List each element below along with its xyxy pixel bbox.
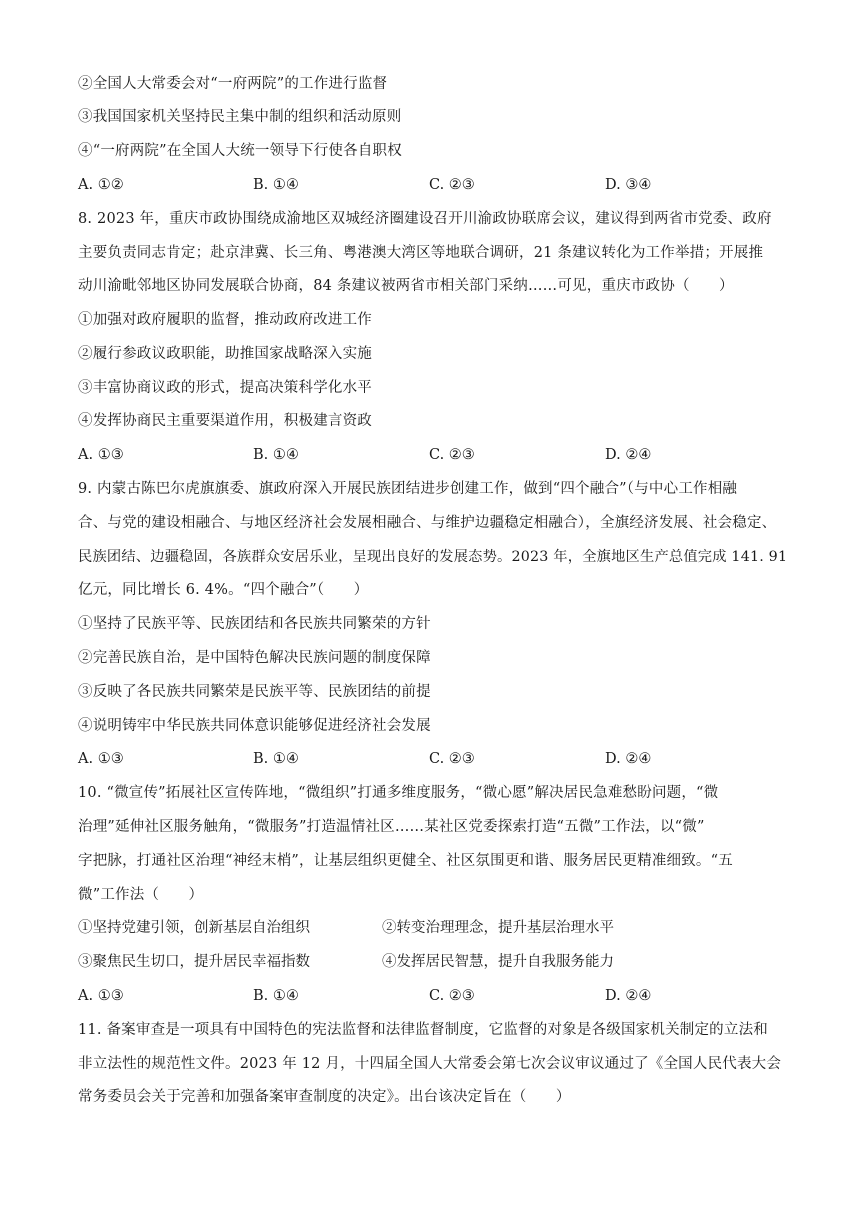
q7-option-d: D. ③④ (605, 177, 652, 193)
q7-option-b: B. ①④ (253, 177, 299, 193)
q10-option-b: B. ①④ (253, 988, 299, 1004)
q10-item-1: ①坚持党建引领，创新基层自治组织 (78, 920, 310, 936)
q8-option-d: D. ②④ (605, 447, 652, 463)
q10-stem-line-2: 治理”延伸社区服务触角，“微服务”打造温情社区……某社区党委探索打造“五微”工作法，以“微” (78, 819, 705, 835)
q9-stem-line-4: 亿元，同比增长 6. 4%。“四个融合”（ ） (78, 582, 369, 598)
q9-option-a: A. ①③ (78, 751, 124, 767)
q9-option-d: D. ②④ (605, 751, 652, 767)
q8-item-4: ④发挥协商民主重要渠道作用，积极建言资政 (78, 413, 372, 429)
q10-item-2: ②转变治理理念，提升基层治理水平 (382, 920, 614, 936)
q8-item-2: ②履行参政议政职能，助推国家战略深入实施 (78, 346, 372, 362)
q9-stem-line-3: 民族团结、边疆稳固，各族群众安居乐业，呈现出良好的发展态势。2023 年，全旗地区生产总值完成 141. 91 (78, 549, 788, 565)
q8-stem-line-2: 主要负责同志肯定；赴京津冀、长三角、粤港澳大湾区等地联合调研，21 条建议转化为工作举措；开展推 (78, 245, 764, 261)
q8-option-a: A. ①③ (78, 447, 124, 463)
q9-item-4: ④说明铸牢中华民族共同体意识能够促进经济社会发展 (78, 718, 431, 734)
q9-stem-line-2: 合、与党的建设相融合、与地区经济社会发展相融合、与维护边疆稳定相融合），全旗经济发展、社会稳定、 (78, 515, 777, 531)
q7-option-c: C. ②③ (429, 177, 475, 193)
q7-option-a: A. ①② (78, 177, 124, 193)
q9-option-b: B. ①④ (253, 751, 299, 767)
q9-item-2: ②完善民族自治，是中国特色解决民族问题的制度保障 (78, 650, 431, 666)
q10-option-c: C. ②③ (429, 988, 475, 1004)
q10-stem-line-3: 字把脉，打通社区治理“神经末梢”，让基层组织更健全、社区氛围更和谐、服务居民更精准细致。“五 (78, 853, 733, 869)
q11-stem-line-1: 11. 备案审查是一项具有中国特色的宪法监督和法律监督制度，它监督的对象是各级国家机关制定的立法和 (78, 1022, 768, 1038)
q10-item-3: ③聚焦民生切口，提升居民幸福指数 (78, 954, 310, 970)
q7-item-4: ④“一府两院”在全国人大统一领导下行使各自职权 (78, 143, 402, 159)
q9-item-1: ①坚持了民族平等、民族团结和各民族共同繁荣的方针 (78, 616, 431, 632)
q8-stem-line-3: 动川渝毗邻地区协同发展联合协商，84 条建议被两省市相关部门采纳……可见，重庆市政协（ ） (78, 278, 734, 294)
q10-stem-line-1: 10. “微宣传”拓展社区宣传阵地，“微组织”打通多维度服务，“微心愿”解决居民急难愁盼问题，“微 (78, 785, 719, 801)
q9-item-3: ③反映了各民族共同繁荣是民族平等、民族团结的前提 (78, 684, 431, 700)
q7-item-3: ③我国国家机关坚持民主集中制的组织和活动原则 (78, 109, 402, 125)
q10-item-4: ④发挥居民智慧，提升自我服务能力 (382, 954, 614, 970)
q10-option-d: D. ②④ (605, 988, 652, 1004)
q8-stem-line-1: 8. 2023 年，重庆市政协围绕成渝地区双城经济圈建设召开川渝政协联席会议，建议得到两省市党委、政府 (78, 211, 772, 227)
q11-stem-line-3: 常务委员会关于完善和加强备案审查制度的决定》。出台该决定旨在（ ） (78, 1089, 571, 1105)
q8-option-c: C. ②③ (429, 447, 475, 463)
q8-item-3: ③丰富协商议政的形式，提高决策科学化水平 (78, 380, 372, 396)
q9-option-c: C. ②③ (429, 751, 475, 767)
q10-option-a: A. ①③ (78, 988, 124, 1004)
q7-item-2: ②全国人大常委会对“一府两院”的工作进行监督 (78, 76, 388, 92)
q8-option-b: B. ①④ (253, 447, 299, 463)
q9-stem-line-1: 9. 内蒙古陈巴尔虎旗旗委、旗政府深入开展民族团结进步创建工作，做到“四个融合”（与中心工作相融 (78, 481, 738, 497)
q11-stem-line-2: 非立法性的规范性文件。2023 年 12 月，十四届全国人大常委会第七次会议审议通过了《全国人民代表大会 (78, 1056, 782, 1072)
q8-item-1: ①加强对政府履职的监督，推动政府改进工作 (78, 312, 372, 328)
q10-stem-line-4: 微”工作法（ ） (78, 887, 204, 903)
